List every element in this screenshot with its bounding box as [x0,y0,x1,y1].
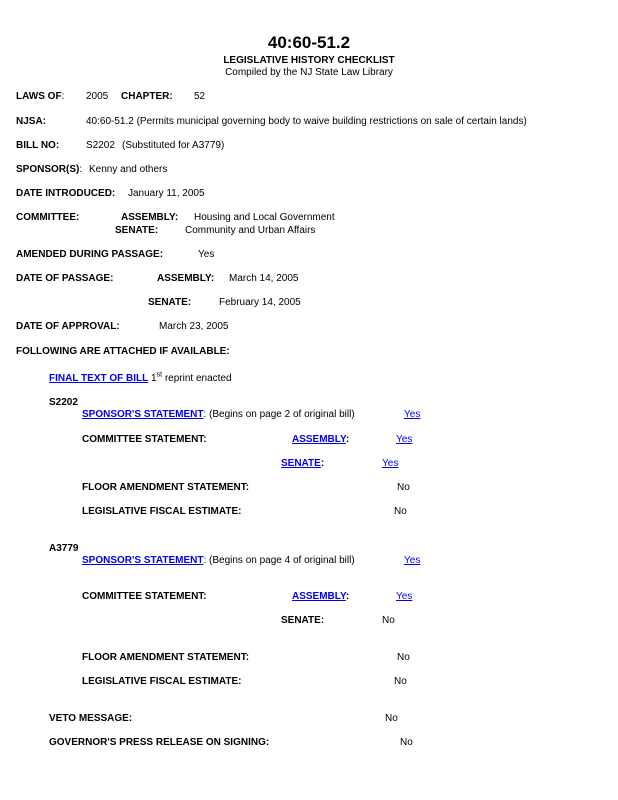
committee-senate-label: SENATE: [115,225,159,236]
committee-label: COMMITTEE: [16,212,80,223]
laws-of-colon: : [61,91,65,102]
a3779-assembly-link[interactable]: ASSEMBLY [292,591,346,602]
amended-value: Yes [198,249,215,260]
a3779-senate-value: No [382,615,395,626]
njsa-label: NJSA: [16,116,47,127]
final-text-suffix: st [156,371,163,379]
s2202-senate-yes-link[interactable]: Yes [382,458,399,469]
committee-assembly-value: Housing and Local Government [194,212,335,223]
bill-no-note: (Substituted for A3779) [122,140,225,151]
njsa-value: 40:60-51.2 (Permits municipal governing body to waive building restrictions on sale of certain lands) [86,116,527,127]
sponsors-value: Kenny and others [89,164,168,175]
s2202-assembly-link[interactable]: ASSEMBLY [292,434,346,445]
s2202-assembly-colon: : [345,434,350,445]
s2202-sponsor-row [82,409,355,421]
veto-label: VETO MESSAGE: [49,713,133,724]
approval-label: DATE OF APPROVAL: [16,321,120,332]
a3779-sponsor-note: : (Begins on page 4 of original bill) [203,555,355,566]
press-release-value: No [400,737,413,748]
a3779-sponsor-row [82,555,355,567]
sponsors-label: SPONSOR(S) [16,164,80,175]
passage-senate-label: SENATE: [148,297,192,308]
date-introduced-value: January 11, 2005 [128,188,205,199]
bill-no-label: BILL NO: [16,140,60,151]
page-subtitle: LEGISLATIVE HISTORY CHECKLIST [223,55,395,66]
press-release-label: GOVERNOR'S PRESS RELEASE ON SIGNING: [49,737,270,748]
s2202-floor-value: No [397,482,410,493]
laws-of-label: LAWS OF [16,91,62,102]
chapter-value: 52 [194,91,206,102]
final-text-row [49,373,232,385]
final-text-link[interactable]: FINAL TEXT OF BILL [49,373,149,384]
passage-assembly-label: ASSEMBLY: [157,273,215,284]
approval-value: March 23, 2005 [159,321,229,332]
attached-heading: FOLLOWING ARE ATTACHED IF AVAILABLE: [16,346,230,357]
a3779-assembly-colon: : [345,591,350,602]
committee-assembly-label: ASSEMBLY: [121,212,179,223]
a3779-senate-label: SENATE: [281,615,325,626]
s2202-senate-link[interactable]: SENATE [281,458,321,469]
laws-of-year: 2005 [86,91,109,102]
chapter-label: CHAPTER: [121,91,173,102]
veto-value: No [385,713,398,724]
a3779-floor-label: FLOOR AMENDMENT STATEMENT: [82,652,250,663]
s2202-fiscal-value: No [394,506,407,517]
s2202-floor-label: FLOOR AMENDMENT STATEMENT: [82,482,250,493]
page-title: 40:60-51.2 [267,33,351,52]
passage-label: DATE OF PASSAGE: [16,273,114,284]
s2202-senate-colon: : [320,458,325,469]
s2202-bill-label: S2202 [49,397,78,408]
committee-senate-value: Community and Urban Affairs [185,225,316,236]
a3779-committee-label: COMMITTEE STATEMENT: [82,591,207,602]
s2202-assembly-row [292,434,349,446]
a3779-assembly-row [292,591,349,603]
sponsors-row [16,164,82,176]
amended-label: AMENDED DURING PASSAGE: [16,249,164,260]
s2202-committee-label: COMMITTEE STATEMENT: [82,434,207,445]
s2202-senate-row [281,458,324,470]
a3779-fiscal-value: No [394,676,407,687]
a3779-floor-value: No [397,652,410,663]
a3779-sponsor-statement-link[interactable]: SPONSOR'S STATEMENT [82,555,204,566]
date-introduced-label: DATE INTRODUCED: [16,188,116,199]
a3779-sponsor-yes-link[interactable]: Yes [404,555,421,566]
sponsors-colon: : [79,164,83,175]
s2202-fiscal-label: LEGISLATIVE FISCAL ESTIMATE: [82,506,242,517]
s2202-sponsor-statement-link[interactable]: SPONSOR'S STATEMENT [82,409,204,420]
s2202-assembly-yes-link[interactable]: Yes [396,434,413,445]
passage-senate-value: February 14, 2005 [219,297,301,308]
final-text-rest: reprint enacted [164,373,232,384]
compiled-by: Compiled by the NJ State Law Library [225,67,393,78]
a3779-fiscal-label: LEGISLATIVE FISCAL ESTIMATE: [82,676,242,687]
laws-of-row [16,91,64,103]
passage-assembly-value: March 14, 2005 [229,273,299,284]
s2202-sponsor-note: : (Begins on page 2 of original bill) [203,409,355,420]
a3779-assembly-yes-link[interactable]: Yes [396,591,413,602]
a3779-bill-label: A3779 [49,543,79,554]
final-text-ordinal: 1 [151,373,157,384]
bill-no-value: S2202 [86,140,115,151]
s2202-sponsor-yes-link[interactable]: Yes [404,409,421,420]
